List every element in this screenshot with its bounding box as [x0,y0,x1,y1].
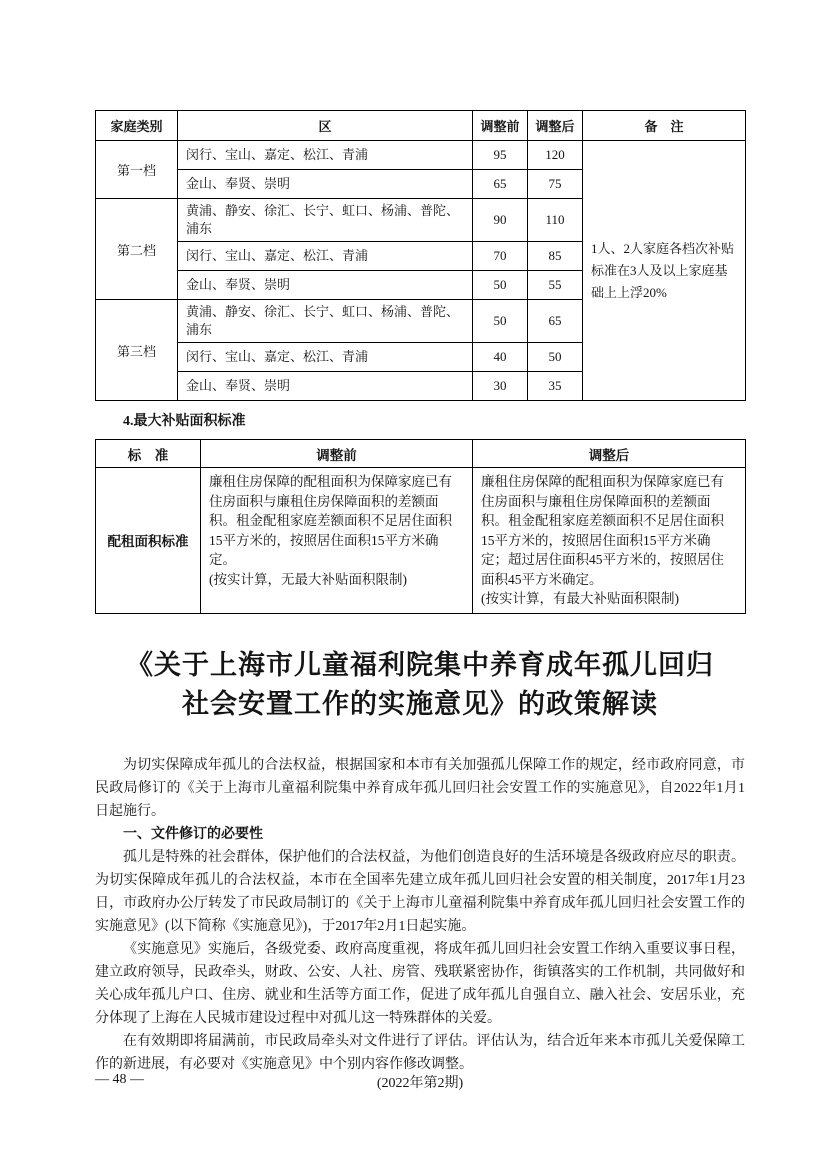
before-description-note: (按实计算，无最大补贴面积限制) [209,571,407,587]
after-value: 120 [528,141,583,170]
page-content [95,110,745,1076]
table2-header-row [96,440,746,468]
footer-page-number: — 48 — [95,1072,144,1087]
after-value: 75 [528,170,583,199]
body-text [95,754,745,1076]
tier-3-label: 第三档 [96,300,178,401]
table1-header-remarks: 备 注 [583,111,746,141]
allocated-area-table [95,439,746,614]
document-title-line1: 《关于上海市儿童福利院集中养育成年孤儿回归 [126,649,714,680]
after-value: 35 [528,372,583,401]
district-cell: 金山、奉贤、崇明 [178,271,473,300]
before-value: 50 [473,300,528,343]
after-description-text: 廉租住房保障的配租面积为保障家庭已有住房面积与廉租住房保障面积的差额面积。租金配租家庭差额面积不足居住面积15平方米的，按照居住面积15平方米确定；超过居住面积45平方米的，按照居住面积45平方米确定。 [481,474,724,587]
paragraph-evaluation: 在有效期即将届满前，市民政局牵头对文件进行了评估。评估认为，结合近年来本市孤儿关爱保障工作的新进展，有必要对《实施意见》中个别内容作修改调整。 [95,1033,745,1072]
before-value: 90 [473,199,528,242]
row-label-allocated-area-standard: 配租面积标准 [96,468,201,614]
before-value: 65 [473,170,528,199]
after-value: 50 [528,343,583,372]
before-value: 70 [473,242,528,271]
after-description-cell [473,468,746,614]
before-description-cell [201,468,473,614]
table1-header-family-category: 家庭类别 [96,111,178,141]
after-description-note: (按实计算，有最大补贴面积限制) [481,591,679,606]
page-footer [95,1072,745,1092]
district-cell: 闵行、宝山、嘉定、松江、青浦 [178,141,473,170]
district-cell: 黄浦、静安、徐汇、长宁、虹口、杨浦、普陀、浦东 [178,300,473,343]
table2-header-standard: 标 准 [96,440,201,468]
paragraph-background: 孤儿是特殊的社会群体，保护他们的合法权益，为他们创造良好的生活环境是各级政府应尽的职责。为切实保障成年孤儿的合法权益，本市在全国率先建立成年孤儿回归社会安置的相关制度，2017年1月23日，市政府办公厅转发了市民政局制订的《关于上海市儿童福利院集中养育成年孤儿回归社会安置工作的实施意见》(以下简称《实施意见》)，于2017年2月1日起实施。 [95,849,745,934]
table1-header-district: 区 [178,111,473,141]
document-title [95,646,745,724]
before-value: 50 [473,271,528,300]
paragraph-intro: 为切实保障成年孤儿的合法权益，根据国家和本市有关加强孤儿保障工作的规定，经市政府同意，市民政局修订的《关于上海市儿童福利院集中养育成年孤儿回归社会安置工作的实施意见》，自2022年1月1日起施行。 [95,757,745,819]
subsidy-standard-table [95,110,746,401]
after-value: 85 [528,242,583,271]
before-value: 30 [473,372,528,401]
after-value: 110 [528,199,583,242]
district-cell: 闵行、宝山、嘉定、松江、青浦 [178,242,473,271]
document-title-line2: 社会安置工作的实施意见》的政策解读 [182,688,658,719]
table-row [96,141,746,170]
table1-header-after: 调整后 [528,111,583,141]
tier-1-label: 第一档 [96,141,178,199]
before-value: 95 [473,141,528,170]
after-value: 55 [528,271,583,300]
before-value: 40 [473,343,528,372]
before-description-text: 廉租住房保障的配租面积为保障家庭已有住房面积与廉租住房保障面积的差额面积。租金配租家庭差额面积不足居住面积15平方米的，按照居住面积15平方米确定。 [209,474,452,567]
paragraph-implementation: 《实施意见》实施后，各级党委、政府高度重视，将成年孤儿回归社会安置工作纳入重要议事日程，建立政府领导，民政牵头，财政、公安、人社、房管、残联紧密协作，街镇落实的工作机制，共同做好和关心成年孤儿户口、住房、就业和生活等方面工作，促进了成年孤儿自强自立、融入社会、安居乐业，充分体现了上海在人民城市建设过程中对孤儿这一特殊群体的关爱。 [95,941,745,1026]
table2-header-before: 调整前 [201,440,473,468]
after-value: 65 [528,300,583,343]
table1-header-row [96,111,746,141]
section-label-max-subsidy-area: 4.最大补贴面积标准 [123,414,246,429]
paragraph-heading-necessity: 一、文件修订的必要性 [123,826,263,842]
tier-2-label: 第二档 [96,199,178,300]
table-row [96,468,746,614]
remarks-cell: 1人、2人家庭各档次补贴标准在3人及以上家庭基础上上浮20% [583,141,746,401]
district-cell: 金山、奉贤、崇明 [178,170,473,199]
district-cell: 黄浦、静安、徐汇、长宁、虹口、杨浦、普陀、浦东 [178,199,473,242]
district-cell: 金山、奉贤、崇明 [178,372,473,401]
table1-header-before: 调整前 [473,111,528,141]
footer-issue-label: (2022年第2期) [376,1076,464,1091]
district-cell: 闵行、宝山、嘉定、松江、青浦 [178,343,473,372]
table2-header-after: 调整后 [473,440,746,468]
